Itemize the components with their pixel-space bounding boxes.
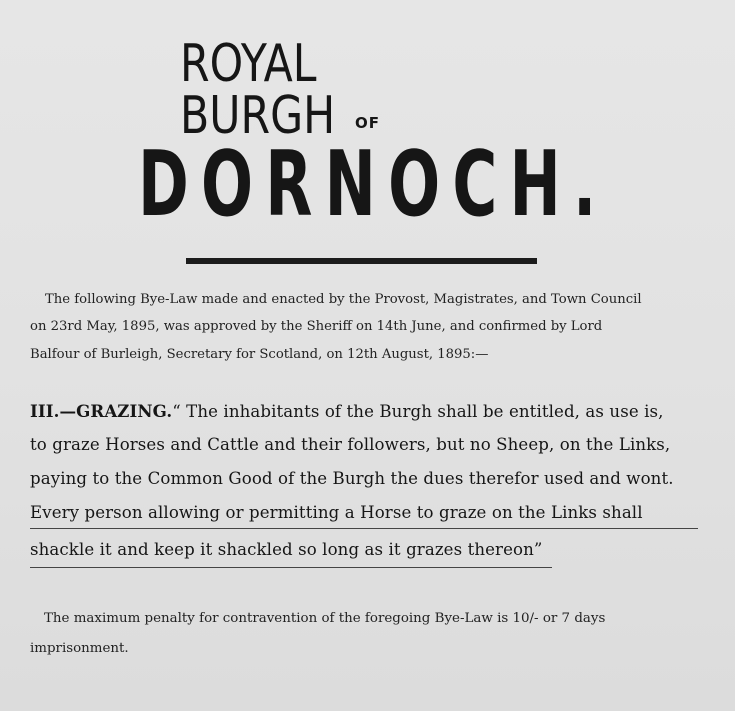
penalty-line-1: The maximum penalty for contravention of the foregoing Bye-Law is 10/- or 7 days [44,611,606,626]
law-line-2: to graze Horses and Cattle and their followers, but no Sheep, on the Links, [30,435,671,454]
intro-line-1: The following Bye-Law made and enacted by the Provost, Magistrates, and Town Council [45,292,642,307]
heading-rule [186,258,537,264]
law-underline [30,567,552,568]
intro-line-2: on 23rd May, 1895, was approved by the Sheriff on 14th June, and confirmed by Lord [30,319,603,334]
heading-dornoch: DORNOCH. [138,132,609,237]
law-underline [30,528,698,529]
law-number: III.—GRAZING. [30,401,173,421]
law-line-3: paying to the Common Good of the Burgh the dues therefor used and wont. [30,469,674,488]
intro-line-3: Balfour of Burleigh, Secretary for Scotland, on 12th August, 1895:— [30,347,489,362]
law-line-4: Every person allowing or permitting a Horse to graze on the Links shall [30,503,643,522]
law-line-5: shackle it and keep it shackled so long as it grazes thereon” [30,540,543,559]
heading-of: OF [355,114,380,132]
heading-royal-burgh: ROYAL BURGH [180,34,336,146]
penalty-line-2: imprisonment. [30,641,129,656]
law-line-1-text: “ The inhabitants of the Burgh shall be entitled, as use is, [172,402,664,421]
law-line-1 [30,401,720,421]
